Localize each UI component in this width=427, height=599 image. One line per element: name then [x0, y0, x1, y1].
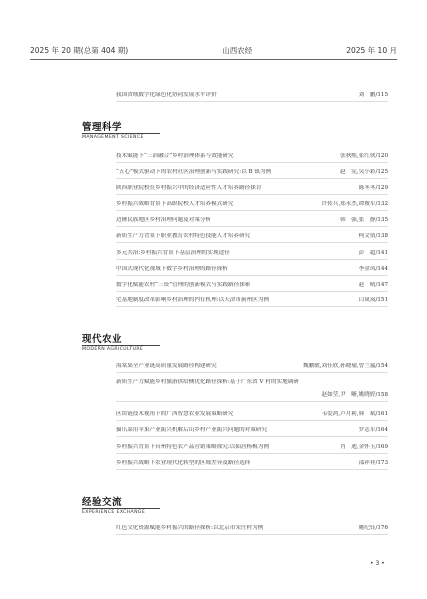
entry-author: 刘 鹏: [358, 92, 376, 98]
section-title: 现代农业: [82, 334, 123, 345]
entry-page: /144: [375, 266, 388, 272]
entry-author: 柯文倩: [358, 233, 376, 239]
section-heading-management: [82, 122, 160, 141]
toc-entry[interactable]: [116, 411, 388, 421]
entry-page: /164: [375, 427, 388, 433]
toc-entry[interactable]: [116, 153, 388, 163]
entry-title: 边陲民族地区乡村治理问题及对策分析: [116, 217, 212, 223]
issue-info: 2025 年 20 期(总第 404 期): [30, 46, 129, 55]
page-header: [30, 45, 397, 60]
entry-page: /115: [375, 92, 388, 98]
entry-page: /151: [375, 297, 388, 303]
page-number: • 3 •: [370, 560, 385, 567]
entry-title: 乡村振兴战略下农业现代化转型的区域差异及路径选择: [116, 460, 251, 466]
entry-author: 彭 超: [358, 250, 376, 256]
entry-author: 韦爱鸿,卢月莉,韩 斌: [321, 411, 376, 417]
entry-author: 赵 晴: [358, 282, 376, 288]
entry-page: /158: [375, 392, 388, 398]
section-title: 经验交流: [82, 497, 123, 508]
entry-title: 我国省域数字化绿色化协同发展水平评价: [116, 92, 217, 98]
toc-entry[interactable]: [116, 525, 388, 535]
entry-page: /135: [375, 217, 388, 223]
entry-title: 陕西职业院校在乡村振兴中的经济适应性人才培养路径探讨: [116, 185, 262, 191]
toc-entry[interactable]: [116, 363, 388, 373]
section-subtitle: EXPERIENCE EXCHANGE: [82, 508, 160, 516]
entry-author: 姚纪钰: [358, 525, 376, 531]
entry-title: “五心”模式驱动下的农村社区治理创新与实践研究:以 B 镇为例: [116, 169, 272, 175]
toc-entry[interactable]: [116, 250, 388, 260]
toc-entry[interactable]: [116, 185, 388, 195]
toc-entry[interactable]: [116, 282, 388, 292]
entry-author: 李金凤: [358, 266, 376, 272]
entry-page: /125: [375, 169, 388, 175]
toc-entry[interactable]: [116, 169, 388, 179]
toc-entry[interactable]: [116, 444, 388, 454]
entry-author: 陈冬冬: [358, 185, 376, 191]
entry-title: 数字化赋能农村“三资”管理的创新模式与实践路径探索: [116, 282, 251, 288]
entry-page: /141: [375, 250, 388, 256]
toc-entry[interactable]: [116, 92, 388, 102]
entry-author: 许传兵,郑永杰,谭俊军: [321, 201, 376, 207]
entry-author: 肖 迪,金怀玉: [340, 444, 376, 450]
toc-entry[interactable]: [116, 460, 388, 470]
entry-title: 技术赋能下“三治融合”乡村治理体系与效能研究: [116, 153, 234, 159]
section-title: 管理科学: [82, 122, 123, 133]
entry-page: /138: [375, 233, 388, 239]
entry-title: 多元共治:乡村振兴背景下基层治理的实现途径: [116, 250, 230, 256]
entry-page: /176: [375, 525, 388, 531]
entry-author: 魏鹏敏,刘佳欣,孙晓瑜,曾兰嵐: [302, 363, 376, 369]
entry-author: 白岚岚: [358, 297, 376, 303]
entry-author: 张秋熙,张红侠: [340, 153, 376, 159]
toc-entry[interactable]: [116, 266, 388, 276]
entry-page: /173: [375, 460, 388, 466]
section-heading-experience: [82, 497, 160, 516]
entry-title: 猫爪菜用苹果产业振兴机解后山乡村产业振兴问题的对策研究: [116, 427, 268, 433]
entry-title: 乡村振兴背景下台州特色农产品营销策略探究:以仙居杨梅为例: [116, 444, 269, 450]
entry-page: /129: [375, 185, 388, 191]
entry-page: /132: [375, 201, 388, 207]
toc-entry[interactable]: [116, 201, 388, 211]
entry-page: /154: [375, 363, 388, 369]
section-subtitle: MANAGEMENT SCIENCE: [82, 133, 160, 141]
entry-title: 宅基地制度改革影响乡村治理的内在机理:以天津市蓟州区为例: [116, 297, 269, 303]
section-subtitle: MODERN AGRICULTURE: [82, 345, 160, 353]
entry-author: 韩 强,张 静: [340, 217, 376, 223]
issue-date: 2025 年 10 月: [346, 46, 397, 55]
entry-author: 赵 宪,吴小彩: [340, 169, 376, 175]
entry-page: /120: [375, 153, 388, 159]
entry-page: /169: [375, 444, 388, 450]
entry-title: 新质生产力背景下职业教育农村特色技能人才培养研究: [116, 233, 251, 239]
entry-page: /161: [375, 411, 388, 417]
entry-title: 乡村振兴战略背景下高职院校人才培养模式研究: [116, 201, 234, 207]
entry-title: 区块链技术视角下的广西智慧农业发展策略研究: [116, 411, 234, 417]
entry-author: 罗志军: [358, 427, 376, 433]
toc-entry[interactable]: [116, 427, 388, 437]
section-heading-agriculture: [82, 334, 160, 353]
entry-page: /147: [375, 282, 388, 288]
entry-title: 中国式现代化视域下数字乡村治理的路径探析: [116, 266, 228, 272]
toc-entry[interactable]: [116, 217, 388, 227]
entry-title: 海棠果全产业链高质量发展路径构建研究: [116, 363, 217, 369]
entry-author: 赵如莹,尹 晰,姚晓婷: [321, 392, 376, 398]
toc-entry[interactable]: [116, 233, 388, 243]
journal-name: 山西农经: [222, 46, 253, 55]
toc-entry[interactable]: [116, 379, 388, 402]
entry-title: 红色文化资源赋能乡村振兴的路径探析:以北京市宋庄村为例: [116, 525, 264, 531]
toc-entry[interactable]: [116, 297, 388, 307]
entry-author: 邵祥祥: [358, 460, 376, 466]
entry-title: 新质生产力赋能乡村旅游供给侧优化路径探析:基于广东省 V 村的实地调研: [116, 379, 299, 385]
